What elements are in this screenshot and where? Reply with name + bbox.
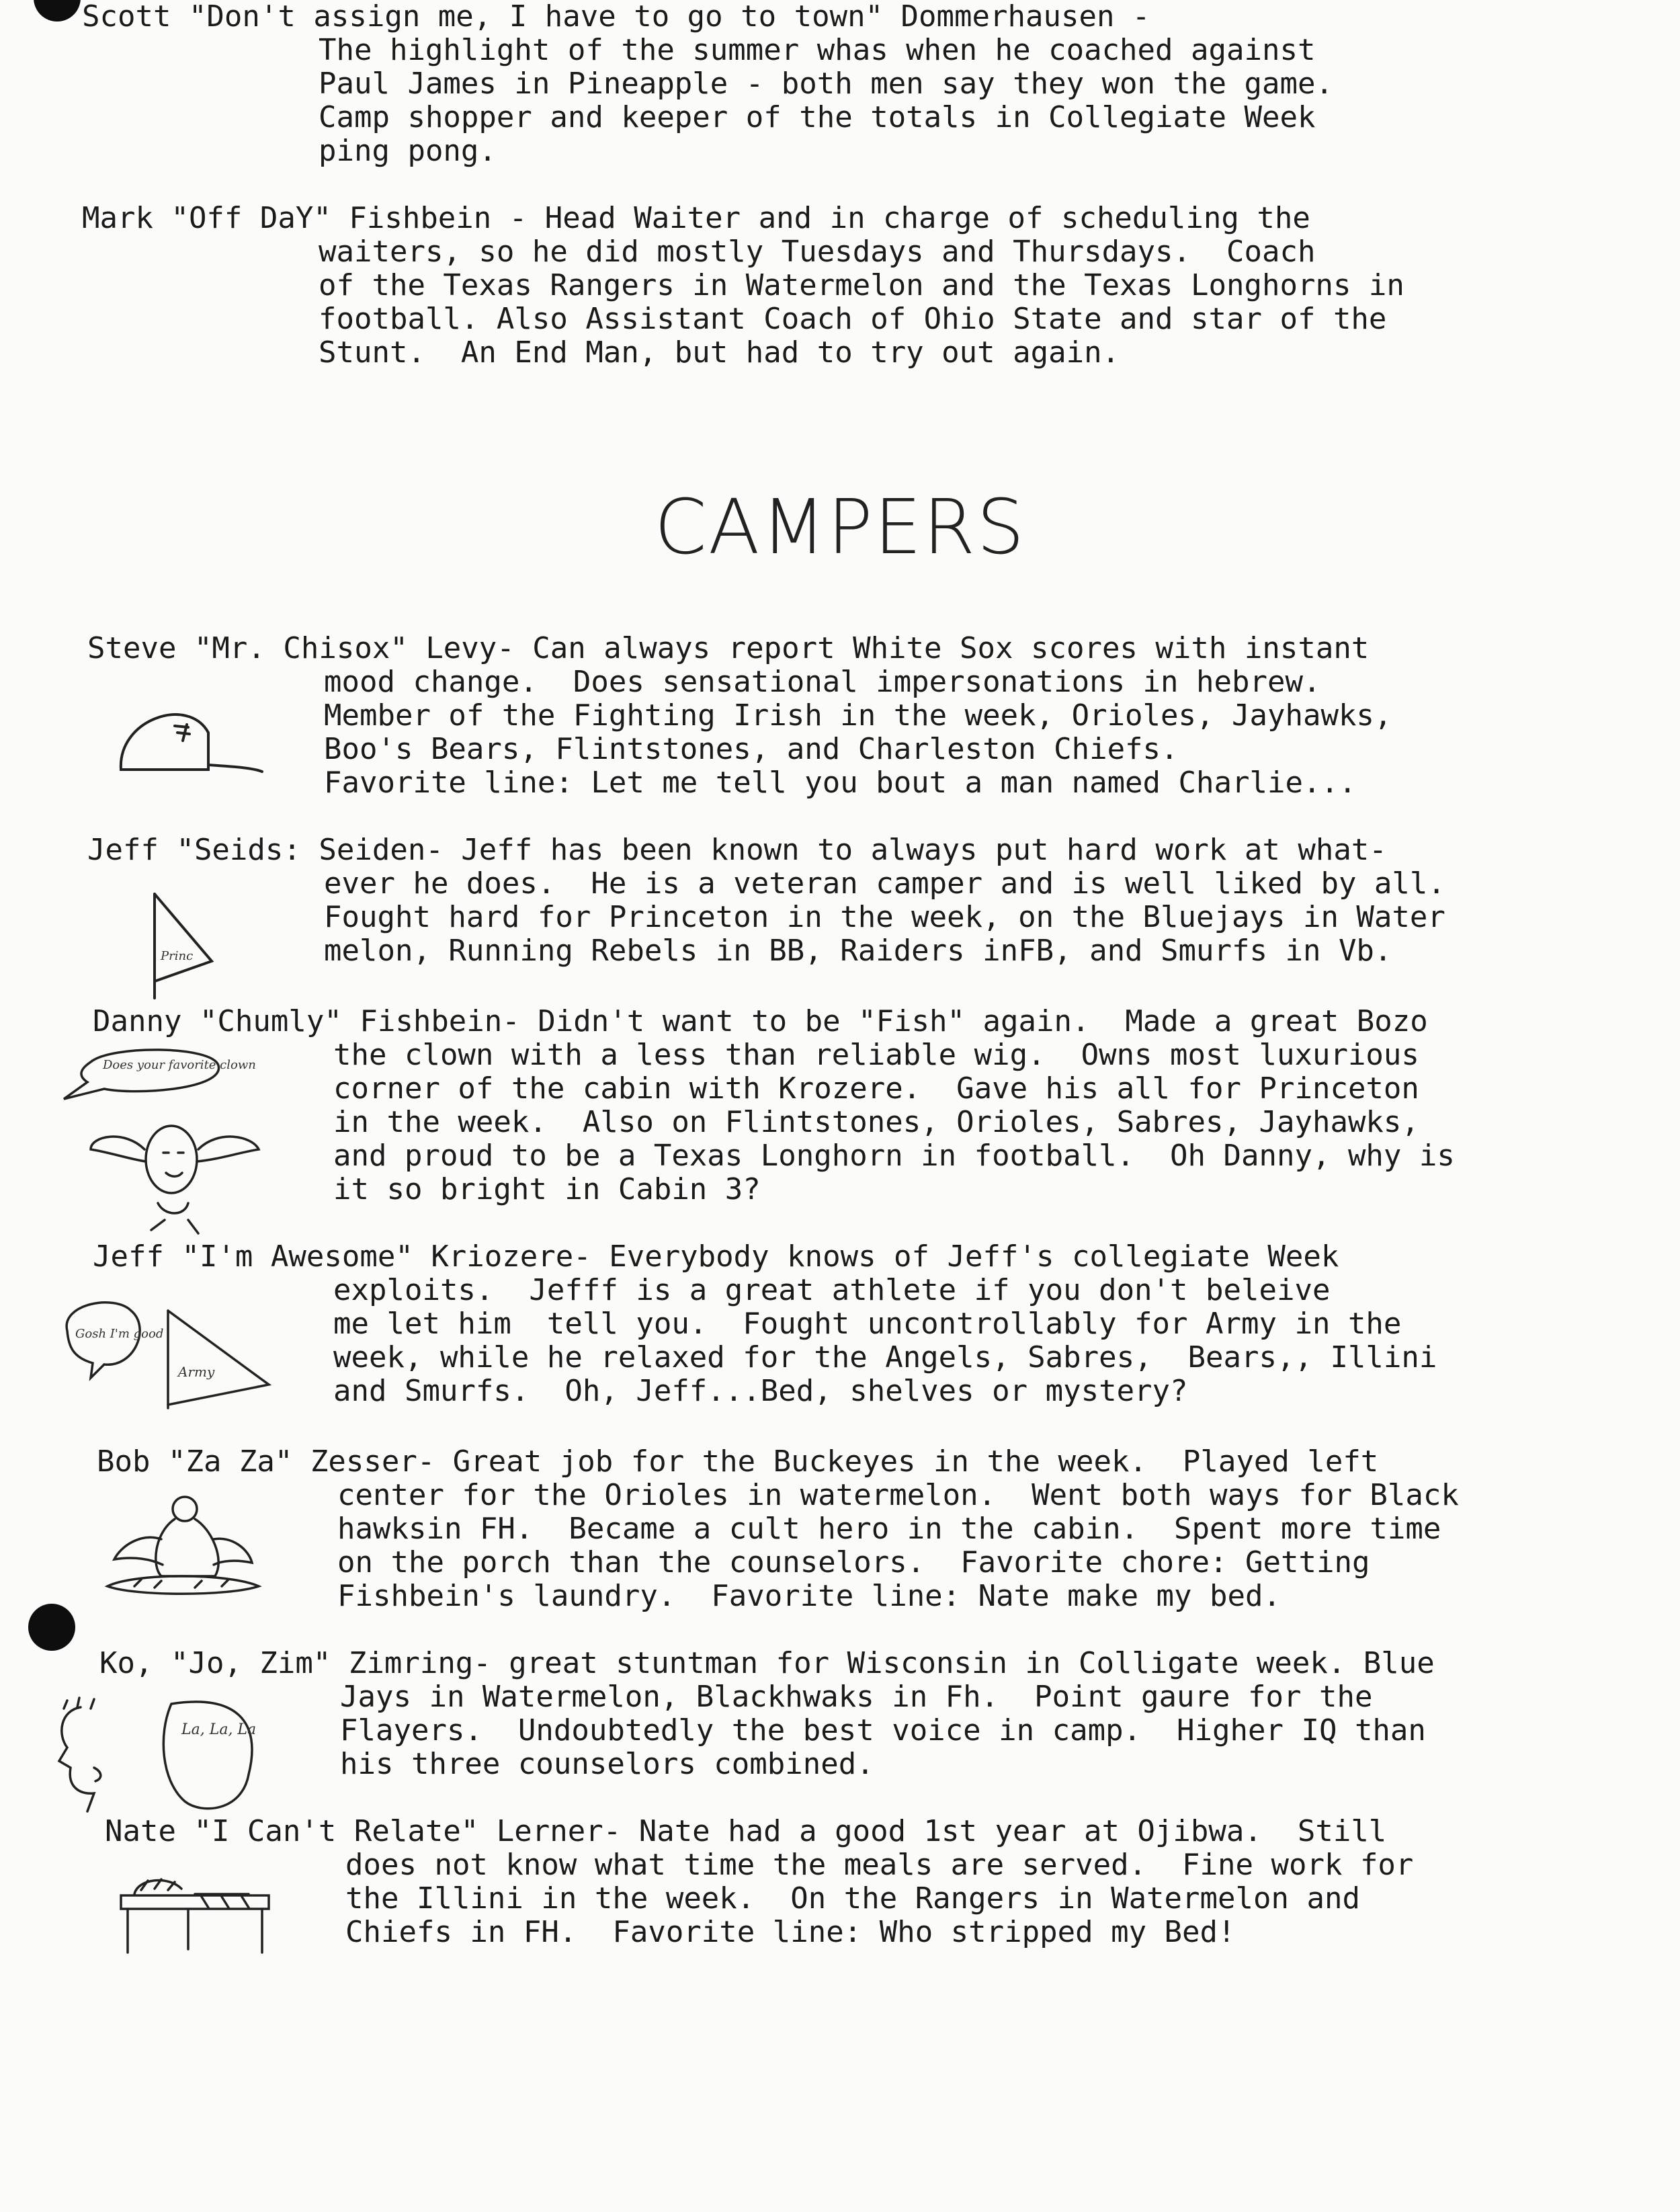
singing-doodle xyxy=(40,1694,262,1828)
entry-lead: Mark "Off DaY" Fishbein - Head Waiter and in charge of scheduling the xyxy=(82,201,1310,235)
entry-body: exploits. Jefff is a great athlete if you don't beleive me let him tell you. Fought uncontrollably for Army in the week, while he relaxed for the Angels, Sabres, Bears,, Illini and Smurfs. Oh, Jeff...Bed, shelves or mystery? xyxy=(333,1273,1437,1408)
camper-entry-bob xyxy=(97,1445,1459,1613)
camper-entry-nate xyxy=(105,1815,1413,1949)
pennant-text: Princ xyxy=(161,949,194,963)
camper-entry-danny xyxy=(93,1005,1455,1206)
staff-entry-scott xyxy=(82,0,1333,168)
entry-lead: Bob "Za Za" Zesser- Great job for the Buckeyes in the week. Played left xyxy=(97,1444,1379,1479)
entry-body: Jays in Watermelon, Blackhwaks in Fh. Point gaure for the Flayers. Undoubtedly the best voice in camp. Higher IQ than his three counselors combined. xyxy=(340,1680,1426,1781)
entry-body: waiters, so he did mostly Tuesdays and Thursdays. Coach of the Texas Rangers in Watermelon and the Texas Longhorns in football. Also Assistant Coach of Ohio State and star of the Stunt. An End Man, but had to try out again. xyxy=(319,235,1404,370)
entry-lead: Nate "I Can't Relate" Lerner- Nate had a good 1st year at Ojibwa. Still xyxy=(105,1814,1387,1848)
entry-lead: Jeff "I'm Awesome" Kriozere- Everybody knows of Jeff's collegiate Week xyxy=(93,1239,1339,1274)
pennant-princeton-doodle xyxy=(138,887,218,1001)
awesome-doodle xyxy=(54,1291,282,1418)
bubble-text: Gosh I'm good xyxy=(75,1327,164,1341)
entry-body: mood change. Does sensational impersonations in hebrew. Member of the Fighting Irish in the week, Orioles, Jayhawks, Boo's Bears, Flintstones, and Charleston Chiefs. Favorite line: Let me tell you bout a man named Charlie... xyxy=(324,665,1392,800)
entry-body: does not know what time the meals are served. Fine work for the Illini in the week. On the Rangers in Watermelon and Chiefs in FH. Favorite line: Who stripped my Bed! xyxy=(345,1848,1414,1949)
camper-entry-jeff-seiden xyxy=(87,833,1445,968)
bubble-text: Does your favorite clown xyxy=(103,1058,256,1072)
entry-body: ever he does. He is a veteran camper and is well liked by all. Fought hard for Princeton in the week, on the Bluejays in Water melon, Running Rebels in BB, Raiders inFB, and Smurfs in Vb. xyxy=(324,866,1445,968)
clown-doodle xyxy=(50,1042,279,1243)
hole-punch-top xyxy=(34,0,81,22)
entry-lead: Scott "Don't assign me, I have to go to town" Dommerhausen - xyxy=(82,0,1150,34)
entry-lead: Ko, "Jo, Zim" Zimring- great stuntman for Wisconsin in Colligate week. Blue xyxy=(99,1646,1435,1680)
entry-lead: Jeff "Seids: Seiden- Jeff has been known to always put hard work at what- xyxy=(87,833,1387,867)
entry-body: The highlight of the summer whas when he coached against Paul James in Pineapple - both men say they won the game. Camp shopper and keeper of the totals in Collegiate Week ping pong. xyxy=(319,33,1333,168)
camper-entry-steve xyxy=(87,632,1392,800)
bed-doodle xyxy=(108,1848,282,1963)
turtle-doodle xyxy=(94,1485,269,1606)
entry-lead: Danny "Chumly" Fishbein- Didn't want to be "Fish" again. Made a great Bozo xyxy=(93,1004,1428,1038)
hole-punch-middle xyxy=(28,1604,75,1651)
bubble-text: La, La, La xyxy=(181,1721,257,1738)
cap-doodle xyxy=(108,692,269,786)
staff-entry-mark xyxy=(82,202,1404,370)
entry-lead: Steve "Mr. Chisox" Levy- Can always report White Sox scores with instant xyxy=(87,631,1370,665)
pennant-text: Army xyxy=(178,1364,215,1380)
entry-body: the clown with a less than reliable wig. Owns most luxurious corner of the cabin with Krozere. Gave his all for Princeton in the week. Also on Flintstones, Orioles, Sabres, Jayhawks, and proud to be a Texas Longhorn in football. Oh Danny, why is it so bright in Cabin 3? xyxy=(333,1038,1455,1206)
camper-entry-jeff-kriozere xyxy=(93,1240,1437,1408)
camper-entry-ko xyxy=(99,1647,1435,1781)
entry-body: center for the Orioles in watermelon. Went both ways for Black hawksin FH. Became a cult hero in the cabin. Spent more time on the porch than the counselors. Favorite chore: Getting Fishbein's laundry. Favorite line: Nate make my bed. xyxy=(337,1478,1459,1613)
section-title: CAMPERS xyxy=(654,484,1026,571)
